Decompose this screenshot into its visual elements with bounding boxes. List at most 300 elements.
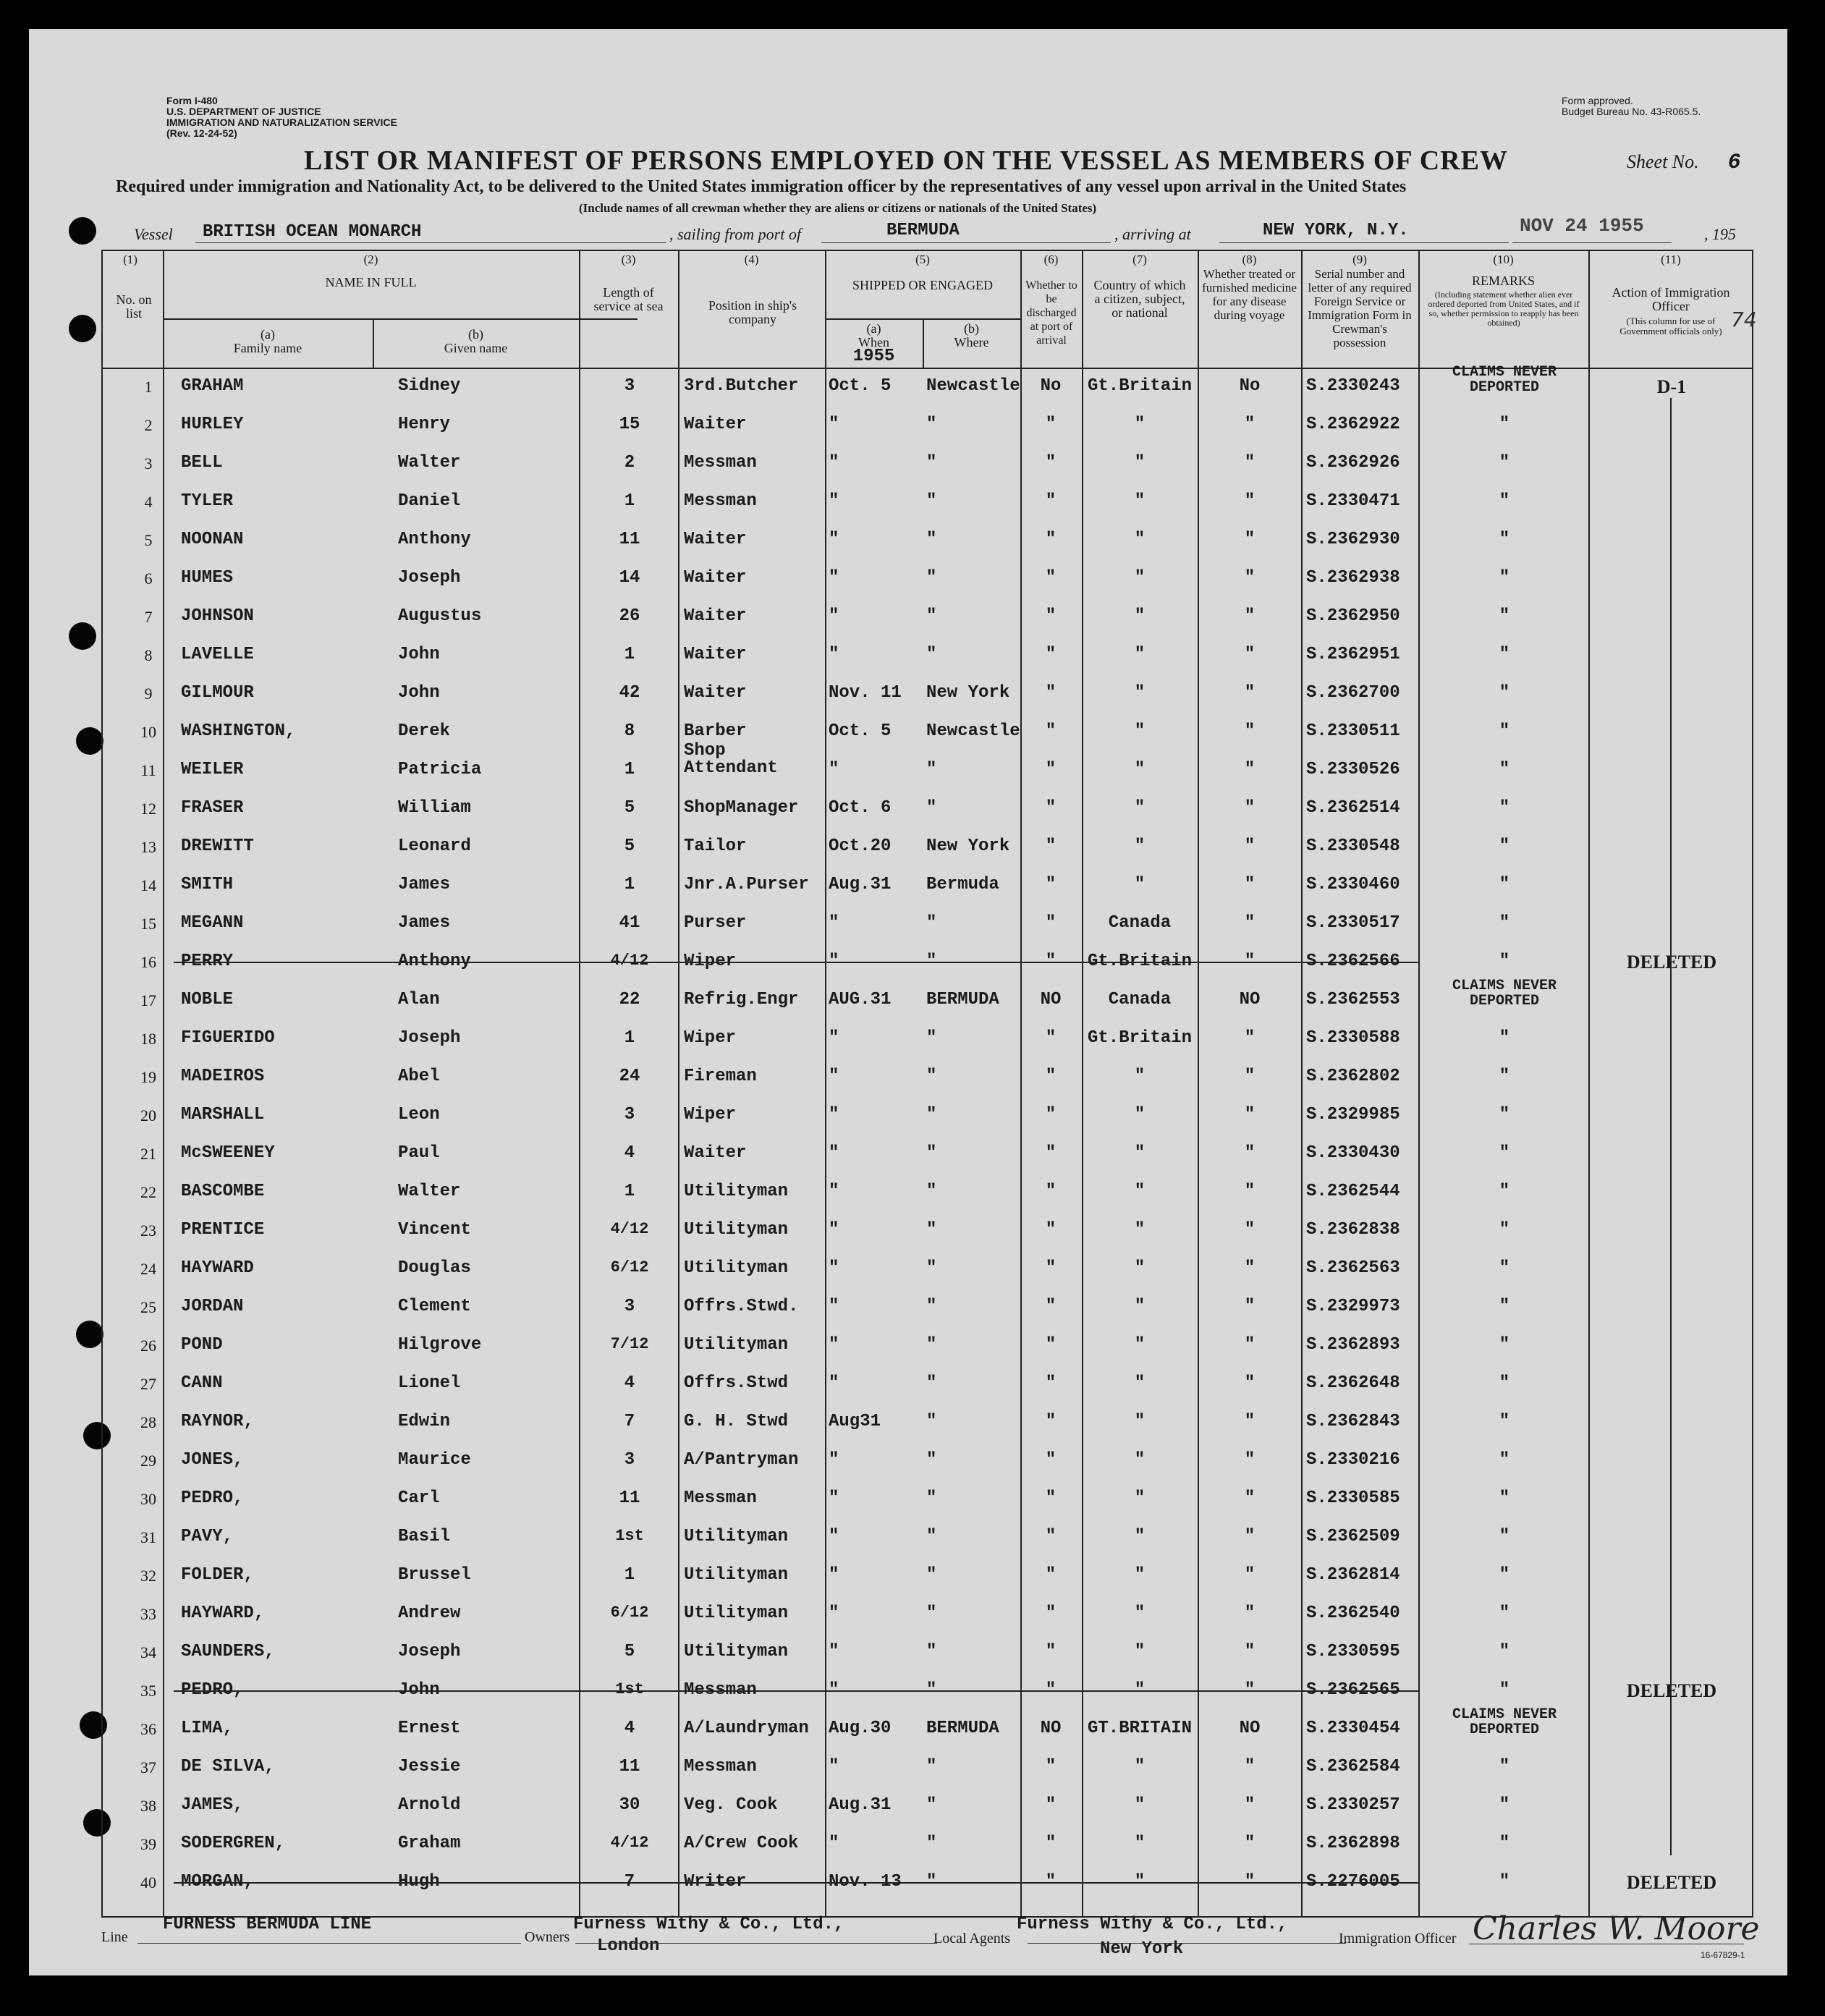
remarks: " — [1499, 837, 1510, 856]
shipped-when: " — [829, 1258, 839, 1278]
remarks: " — [1499, 913, 1510, 933]
remarks: " — [1499, 875, 1510, 894]
serial-number: S.2362938 — [1306, 568, 1400, 588]
serial-number: S.2330216 — [1306, 1450, 1400, 1470]
discharged: " — [1045, 606, 1057, 626]
length-of-service: 4/12 — [610, 952, 649, 970]
table-row — [101, 1706, 1753, 1750]
family-name: HURLEY — [181, 415, 244, 434]
col-header-given: (b) Given name — [444, 327, 508, 355]
shipped-where: " — [926, 1182, 937, 1201]
discharged: " — [1045, 1258, 1057, 1278]
row-number: 16 — [140, 953, 156, 971]
shipped-where: " — [926, 1067, 937, 1086]
table-row — [101, 676, 1753, 714]
table-row — [101, 829, 1753, 868]
family-name: MADEIROS — [181, 1067, 265, 1086]
length-of-service: 4 — [624, 1373, 635, 1393]
serial-number: S.2330243 — [1306, 376, 1400, 396]
remarks: " — [1499, 1412, 1510, 1431]
binder-hole — [76, 727, 103, 755]
length-of-service: 8 — [624, 721, 635, 741]
port-to: NEW YORK, N.Y. — [1263, 221, 1409, 240]
family-name: McSWEENEY — [181, 1143, 275, 1163]
treated: " — [1244, 1527, 1256, 1546]
col-num-8: (8) — [1242, 253, 1257, 266]
country: " — [1134, 1872, 1146, 1892]
country: " — [1134, 1143, 1146, 1163]
country: " — [1134, 415, 1146, 434]
length-of-service: 3 — [624, 1450, 635, 1470]
vessel-label: Vessel — [134, 225, 173, 243]
family-name: DREWITT — [181, 837, 254, 856]
discharged: " — [1045, 1335, 1057, 1355]
discharged: " — [1045, 1834, 1057, 1853]
discharged: " — [1045, 491, 1057, 511]
discharged: " — [1045, 1488, 1057, 1508]
treated: " — [1244, 1182, 1256, 1201]
shipped-where: " — [926, 1680, 937, 1700]
position: Waiter — [684, 568, 747, 588]
col-num-2: (2) — [363, 253, 378, 266]
discharged: " — [1045, 1450, 1057, 1470]
length-of-service: 1 — [624, 875, 635, 894]
shipped-where: " — [926, 1565, 937, 1585]
include-note: (Include names of all crewman whether they are aliens or citizens or nationals of the United States) — [579, 201, 1097, 215]
country: " — [1134, 453, 1146, 473]
remarks: " — [1499, 1220, 1510, 1240]
discharged: " — [1045, 645, 1057, 664]
row-number: 31 — [140, 1528, 156, 1546]
form-reference: Form I-480 U.S. DEPARTMENT OF JUSTICE IMMIGRATION AND NATURALIZATION SERVICE (Rev. 12-24-52) — [166, 95, 397, 139]
country: " — [1134, 645, 1146, 664]
table-row — [101, 599, 1753, 638]
row-number: 22 — [140, 1183, 156, 1201]
length-of-service: 30 — [619, 1795, 640, 1815]
treated: " — [1244, 1757, 1256, 1776]
shipped-where: " — [926, 1373, 937, 1393]
shipped-when: " — [829, 606, 839, 626]
length-of-service: 7 — [624, 1872, 635, 1892]
treated: " — [1244, 1872, 1256, 1892]
shipped-when: " — [829, 530, 839, 549]
table-row — [101, 1481, 1753, 1520]
serial-number: S.2330595 — [1306, 1642, 1400, 1661]
treated: " — [1244, 453, 1256, 473]
row-number: 14 — [140, 876, 156, 894]
given-name: James — [398, 913, 451, 933]
table-row — [101, 791, 1753, 829]
shipped-where: " — [926, 1872, 937, 1892]
family-name: RAYNOR, — [181, 1412, 254, 1431]
length-of-service: 4 — [624, 1719, 635, 1738]
discharged: " — [1045, 1604, 1057, 1623]
shipped-when: AUG.31 — [829, 990, 892, 1009]
shipped-where: " — [926, 1297, 937, 1316]
binder-hole — [76, 1321, 103, 1348]
discharged: " — [1045, 1757, 1057, 1776]
remarks: " — [1499, 1795, 1510, 1815]
position: A/Laundryman — [684, 1719, 809, 1738]
shipped-when: " — [829, 1220, 839, 1240]
approval-note: Form approved. Budget Bureau No. 43-R065.5. — [1562, 95, 1701, 117]
table-row — [101, 1826, 1753, 1865]
discharged: " — [1045, 952, 1057, 971]
length-of-service: 5 — [624, 1642, 635, 1661]
position: Utilityman — [684, 1220, 789, 1240]
table-row — [101, 1865, 1753, 1903]
row-number: 27 — [140, 1375, 156, 1393]
country: " — [1134, 1488, 1146, 1508]
position: 3rd.Butcher — [684, 376, 799, 396]
remarks: " — [1499, 683, 1510, 703]
treated: NO — [1239, 1719, 1261, 1738]
treated: " — [1244, 875, 1256, 894]
family-name: PRENTICE — [181, 1220, 265, 1240]
shipped-where: " — [926, 453, 937, 473]
given-name: Lionel — [398, 1373, 461, 1393]
serial-number: S.2362838 — [1306, 1220, 1400, 1240]
strike-through-line — [174, 1882, 1418, 1884]
table-row — [101, 1405, 1753, 1443]
discharged: " — [1045, 1795, 1057, 1815]
country: " — [1134, 760, 1146, 779]
col-num-10: (10) — [1493, 253, 1514, 266]
sheet-value: 6 — [1727, 151, 1741, 175]
country: " — [1134, 606, 1146, 626]
table-row — [101, 1289, 1753, 1328]
remarks: " — [1499, 1680, 1510, 1700]
col-num-1: (1) — [123, 253, 137, 266]
shipped-when: " — [829, 1028, 839, 1048]
remarks: " — [1499, 1450, 1510, 1470]
given-name: John — [398, 1680, 440, 1700]
family-name: FOLDER, — [181, 1565, 254, 1585]
family-name: HAYWARD, — [181, 1604, 265, 1623]
country: Gt.Britain — [1087, 952, 1193, 971]
given-name: Walter — [398, 1182, 461, 1201]
family-name: NOBLE — [181, 990, 234, 1009]
remarks: " — [1499, 1143, 1510, 1163]
shipped-when: " — [829, 415, 839, 434]
treated: " — [1244, 1680, 1256, 1700]
shipped-when: " — [829, 645, 839, 664]
length-of-service: 24 — [619, 1067, 640, 1086]
col-header-shipped: SHIPPED OR ENGAGED — [852, 278, 993, 292]
position: Barber — [684, 721, 747, 741]
treated: " — [1244, 1258, 1256, 1278]
binder-hole — [69, 217, 96, 245]
family-name: JONES, — [181, 1450, 244, 1470]
sheet-label: Sheet No. — [1627, 151, 1699, 172]
given-name: Joseph — [398, 1642, 461, 1661]
remarks: " — [1499, 606, 1510, 626]
shipped-when: " — [829, 1067, 839, 1086]
position: Messman — [684, 1488, 757, 1508]
length-of-service: 5 — [624, 837, 635, 856]
given-name: William — [398, 798, 471, 818]
shipped-when: Oct. 5 — [829, 376, 892, 396]
length-of-service: 6/12 — [610, 1604, 649, 1622]
officer-label: Immigration Officer — [1339, 1931, 1457, 1947]
shipped-where: " — [926, 952, 937, 971]
family-name: JOHNSON — [181, 606, 254, 626]
treated: " — [1244, 1297, 1256, 1316]
row-number: 26 — [140, 1337, 156, 1355]
given-name: Anthony — [398, 952, 471, 971]
length-of-service: 11 — [619, 1757, 640, 1776]
length-of-service: 1st — [615, 1527, 644, 1545]
remarks: " — [1499, 530, 1510, 549]
shipped-where: " — [926, 1450, 937, 1470]
family-name: PERRY — [181, 952, 234, 971]
family-name: DE SILVA, — [181, 1757, 275, 1776]
table-row — [101, 1251, 1753, 1289]
row-number: 33 — [140, 1605, 156, 1623]
serial-number: S.2362544 — [1306, 1182, 1400, 1201]
col-num-11: (11) — [1661, 253, 1681, 266]
length-of-service: 26 — [619, 606, 640, 626]
table-row — [101, 1520, 1753, 1558]
crew-table — [101, 250, 1753, 1918]
row-number: 39 — [140, 1835, 156, 1853]
country: " — [1134, 1757, 1146, 1776]
family-name: CANN — [181, 1373, 223, 1393]
serial-number: S.2330588 — [1306, 1028, 1400, 1048]
shipped-where: " — [926, 798, 937, 818]
discharged: " — [1045, 1642, 1057, 1661]
family-name: SODERGREN, — [181, 1834, 286, 1853]
discharged: " — [1045, 1028, 1057, 1048]
col-header-serial: Serial number and letter of any required Foreign Service or Immigration Form in Crewman's possession — [1308, 267, 1412, 350]
serial-number: S.2362893 — [1306, 1335, 1400, 1355]
table-row — [101, 1635, 1753, 1673]
table-row — [101, 741, 1753, 791]
row-number: 23 — [140, 1221, 156, 1240]
owners-city: London — [597, 1936, 660, 1956]
discharged: " — [1045, 1182, 1057, 1201]
table-row — [101, 638, 1753, 676]
owners-name: Furness Withy & Co., Ltd., — [573, 1915, 844, 1934]
shipped-when: " — [829, 1680, 839, 1700]
length-of-service: 11 — [619, 1488, 640, 1508]
position: Utilityman — [684, 1565, 789, 1585]
position: Writer — [684, 1872, 747, 1892]
country: " — [1134, 491, 1146, 511]
length-of-service: 1st — [615, 1680, 644, 1698]
country: GT.BRITAIN — [1087, 1719, 1193, 1738]
discharged: " — [1045, 453, 1057, 473]
given-name: Leon — [398, 1105, 440, 1125]
country: " — [1134, 875, 1146, 894]
table-row — [101, 407, 1753, 446]
shipped-where: " — [926, 1028, 937, 1048]
row-number: 17 — [140, 991, 156, 1009]
treated: " — [1244, 1565, 1256, 1585]
row-number: 18 — [140, 1030, 156, 1048]
line-name: FURNESS BERMUDA LINE — [163, 1915, 372, 1934]
discharged: " — [1045, 1220, 1057, 1240]
table-row — [101, 1366, 1753, 1405]
position: Wiper — [684, 1028, 737, 1048]
given-name: Augustus — [398, 606, 482, 626]
given-name: Andrew — [398, 1604, 461, 1623]
length-of-service: 4 — [624, 1143, 635, 1163]
country: " — [1134, 1795, 1146, 1815]
sailing-label: , sailing from port of — [669, 225, 801, 243]
row-number: 4 — [144, 493, 153, 511]
length-of-service: 14 — [619, 568, 640, 588]
agents-name: Furness Withy & Co., Ltd., — [1017, 1915, 1288, 1934]
row-number: 32 — [140, 1567, 156, 1585]
remarks: " — [1499, 721, 1510, 741]
country: " — [1134, 837, 1146, 856]
serial-number: S.2330257 — [1306, 1795, 1400, 1815]
treated: " — [1244, 645, 1256, 664]
position: Offrs.Stwd — [684, 1373, 789, 1393]
position: Waiter — [684, 606, 747, 626]
treated: " — [1244, 760, 1256, 779]
table-row — [101, 978, 1753, 1021]
col-num-4: (4) — [744, 253, 759, 266]
shipped-when: " — [829, 1182, 839, 1201]
shipped-where: BERMUDA — [926, 990, 999, 1009]
serial-number: S.2330454 — [1306, 1719, 1400, 1738]
discharged: " — [1045, 913, 1057, 933]
position: Messman — [684, 1680, 757, 1700]
col-header-no: No. on list — [116, 292, 152, 321]
treated: " — [1244, 721, 1256, 741]
country: " — [1134, 1373, 1146, 1393]
length-of-service: 3 — [624, 376, 635, 396]
remarks: " — [1499, 1335, 1510, 1355]
position: Utilityman — [684, 1182, 789, 1201]
serial-number: S.2362802 — [1306, 1067, 1400, 1086]
family-name: PEDRO, — [181, 1488, 244, 1508]
shipped-when: Oct.20 — [829, 837, 892, 856]
given-name: Patricia — [398, 760, 482, 779]
country: " — [1134, 1067, 1146, 1086]
col-header-country: Country of which a citizen, subject, or national — [1093, 278, 1186, 320]
given-name: Paul — [398, 1143, 440, 1163]
shipped-where: " — [926, 491, 937, 511]
serial-number: S.2330585 — [1306, 1488, 1400, 1508]
family-name: SMITH — [181, 875, 234, 894]
length-of-service: 3 — [624, 1297, 635, 1316]
discharged: " — [1045, 1680, 1057, 1700]
family-name: BELL — [181, 453, 223, 473]
given-name: Hugh — [398, 1872, 440, 1892]
position: Waiter — [684, 415, 747, 434]
arrival-date-stamp: NOV 24 1955 — [1520, 215, 1644, 237]
position: Wiper — [684, 952, 737, 971]
treated: " — [1244, 1795, 1256, 1815]
col-year: 1955 — [852, 347, 895, 366]
treated: " — [1244, 798, 1256, 818]
country: " — [1134, 1450, 1146, 1470]
col-header-when: (a) When — [858, 321, 889, 350]
serial-number: S.2362514 — [1306, 798, 1400, 818]
shipped-when: " — [829, 1373, 839, 1393]
country: " — [1134, 1182, 1146, 1201]
discharged: " — [1045, 1297, 1057, 1316]
country: Canada — [1108, 990, 1172, 1009]
family-name: FIGUERIDO — [181, 1028, 275, 1048]
discharged: " — [1045, 837, 1057, 856]
action-bracket-line — [1670, 398, 1672, 1855]
table-row — [101, 1788, 1753, 1826]
treated: " — [1244, 837, 1256, 856]
remarks: " — [1499, 1258, 1510, 1278]
family-name: MEGANN — [181, 913, 244, 933]
treated: NO — [1239, 990, 1261, 1009]
remarks: " — [1499, 1527, 1510, 1546]
table-row — [101, 868, 1753, 906]
family-name: LAVELLE — [181, 645, 254, 664]
given-name: James — [398, 875, 451, 894]
remarks: " — [1499, 1297, 1510, 1316]
serial-number: S.2362563 — [1306, 1258, 1400, 1278]
position: Utilityman — [684, 1527, 789, 1546]
shipped-when: " — [829, 1757, 839, 1776]
discharged: " — [1045, 1872, 1057, 1892]
treated: " — [1244, 568, 1256, 588]
remarks: " — [1499, 952, 1510, 971]
family-name: PAVY, — [181, 1527, 234, 1546]
given-name: Basil — [398, 1527, 451, 1546]
shipped-when: Nov. 13 — [829, 1872, 902, 1892]
position: G. H. Stwd — [684, 1412, 789, 1431]
col-header-where: (b) Where — [954, 321, 989, 350]
officer-action: DELETED — [1626, 952, 1717, 973]
arriving-label: , arriving at — [1114, 225, 1191, 243]
given-name: Derek — [398, 721, 451, 741]
length-of-service: 1 — [624, 491, 635, 511]
remarks: " — [1499, 1872, 1510, 1892]
discharged: " — [1045, 1565, 1057, 1585]
page-title: LIST OR MANIFEST OF PERSONS EMPLOYED ON THE VESSEL AS MEMBERS OF CREW — [304, 145, 1508, 176]
serial-number: S.2330430 — [1306, 1143, 1400, 1163]
discharged: " — [1045, 760, 1057, 779]
length-of-service: 1 — [624, 1565, 635, 1585]
shipped-when: Aug31 — [829, 1412, 881, 1431]
position: Waiter — [684, 530, 747, 549]
serial-number: S.2362930 — [1306, 530, 1400, 549]
shipped-when: " — [829, 760, 839, 779]
col-num-6: (6) — [1043, 253, 1059, 266]
treated: " — [1244, 1373, 1256, 1393]
row-number: 8 — [144, 646, 153, 664]
discharged: " — [1045, 798, 1057, 818]
shipped-when: " — [829, 1335, 839, 1355]
country: " — [1134, 1258, 1146, 1278]
given-name: Abel — [398, 1067, 440, 1086]
family-name: GILMOUR — [181, 683, 254, 703]
shipped-where: Bermuda — [926, 875, 999, 894]
discharged: " — [1045, 1067, 1057, 1086]
discharged: " — [1045, 1527, 1057, 1546]
row-number: 24 — [140, 1260, 156, 1278]
position: Tailor — [684, 837, 747, 856]
discharged: NO — [1040, 1719, 1062, 1738]
shipped-when: Oct. 5 — [829, 721, 892, 741]
given-name: Clement — [398, 1297, 471, 1316]
position: A/Pantryman — [684, 1450, 799, 1470]
given-name: Walter — [398, 453, 461, 473]
position: Utilityman — [684, 1604, 789, 1623]
col-header-treated: Whether treated or furnished medicine for any disease during voyage — [1202, 267, 1297, 322]
length-of-service: 5 — [624, 798, 635, 818]
